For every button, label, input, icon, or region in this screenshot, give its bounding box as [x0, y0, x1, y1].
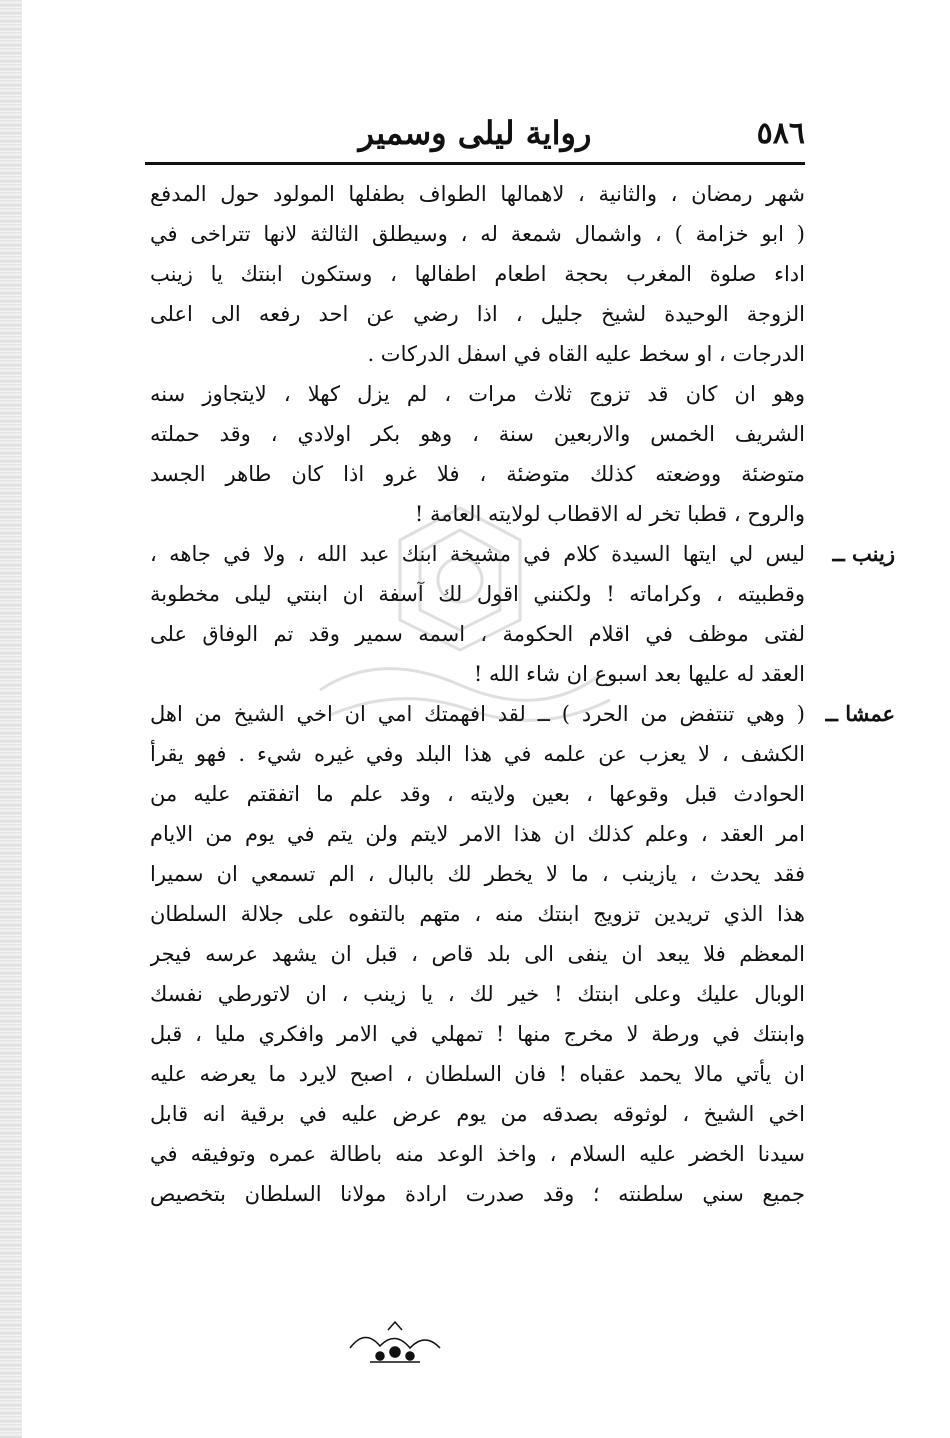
text-line: الزوجة الوحيدة لشيخ جليل ، اذا رضي عن احد رفعه الى اعلى — [150, 302, 805, 326]
speaker-label: عمشا ــ — [825, 701, 895, 726]
text-line: وهو ان كان قد تزوج ثلاث مرات ، لم يزل كهلا ، لايتجاوز سنه — [150, 382, 805, 406]
text-line: اخي الشيخ ، لوثوقه بصدقه من يوم عرض عليه في برقية انه قابل — [150, 1102, 805, 1126]
dialogue-amsha — [150, 694, 895, 734]
body-text — [150, 174, 895, 1214]
text-line: فقد يحدث ، يازينب ، ما لا يخطر لك بالبال ، الم تسمعي ان سميرا — [150, 862, 805, 886]
dialogue-zaynab — [150, 534, 895, 574]
text-line: ان يأتي مالا يحمد عقباه ! فان السلطان ، اصبح لايرد ما يعرضه عليه — [150, 1062, 805, 1086]
text-line: جميع سني سلطنته ؛ وقد صدرت ارادة مولانا السلطان بتخصيص — [150, 1182, 805, 1206]
text-line: وابنتك في ورطة لا مخرج منها ! تمهلي في الامر وافكري مليا ، قبل — [150, 1022, 805, 1046]
printer-ornament — [340, 1318, 450, 1368]
text-line: هذا الذي تريدين تزويج ابنتك منه ، متهم بالتفوه على جلالة السلطان — [150, 902, 805, 926]
text-line: شهر رمضان ، والثانية ، لاهمالها الطواف بطفلها المولود حول المدفع — [150, 182, 805, 206]
text-line: المعظم فلا يبعد ان ينفى الى بلد قاص ، قبل ان يشهد عرسه فيجر — [150, 942, 805, 966]
text-line: الكشف ، لا يعزب عن علمه في هذا البلد وفي غيره شيء . فهو يقرأ — [150, 742, 805, 766]
header-rule — [145, 162, 805, 165]
text-line: لفتى موظف في اقلام الحكومة ، اسمه سمير وقد تم الوفاق على — [150, 622, 805, 646]
binding-edge-shadow — [0, 0, 22, 1438]
text-line: الحوادث قبل وقوعها ، بعين ولايته ، وقد علم ما اتفقتم عليه من — [150, 782, 805, 806]
page-number: ٥٨٦ — [756, 116, 805, 151]
running-title: رواية ليلى وسمير — [358, 114, 592, 152]
text-line: الشريف الخمس والاربعين سنة ، وهو بكر اولادي ، وقد حملته — [150, 422, 805, 446]
page-header — [145, 112, 805, 164]
text-line: امر العقد ، وعلم كذلك ان هذا الامر لايتم ولن يتم في يوم من الايام — [150, 822, 805, 846]
text-line: ليس لي ايتها السيدة كلام في مشيخة ابنك عبد الله ، ولا في جاهه ، — [150, 542, 805, 566]
text-line: ( ابو خزامة ) ، واشمال شمعة له ، وسيطلق الثالثة لانها تتراخى في — [150, 222, 805, 246]
speaker-label: زينب ــ — [832, 541, 895, 566]
text-line: وقطبيته ، وكراماته ! ولكنني اقول لك آسفة ان ابنتي ليلى مخطوبة — [150, 582, 805, 606]
text-line: الوبال عليك وعلى ابنتك ! خير لك ، يا زينب ، ان لاتورطي نفسك — [150, 982, 805, 1006]
text-line: العقد له عليها بعد اسبوع ان شاء الله ! — [473, 662, 805, 686]
text-line: والروح ، قطبا تخر له الاقطاب لولايته العامة ! — [414, 502, 805, 526]
text-line: متوضئة ووضعته كذلك متوضئة ، فلا غرو اذا كان طاهر الجسد — [150, 462, 805, 486]
text-line: اداء صلوة المغرب بحجة اطعام اطفالها ، وستكون ابنتك يا زينب — [150, 262, 805, 286]
text-line: الدرجات ، او سخط عليه القاه في اسفل الدركات . — [367, 342, 805, 366]
text-line: ( وهي تنتفض من الحرد ) ــ لقد افهمتك امي ان اخي الشيخ من اهل — [150, 702, 805, 726]
text-line: سيدنا الخضر عليه السلام ، واخذ الوعد منه باطالة عمره وتوفيقه في — [150, 1142, 805, 1166]
